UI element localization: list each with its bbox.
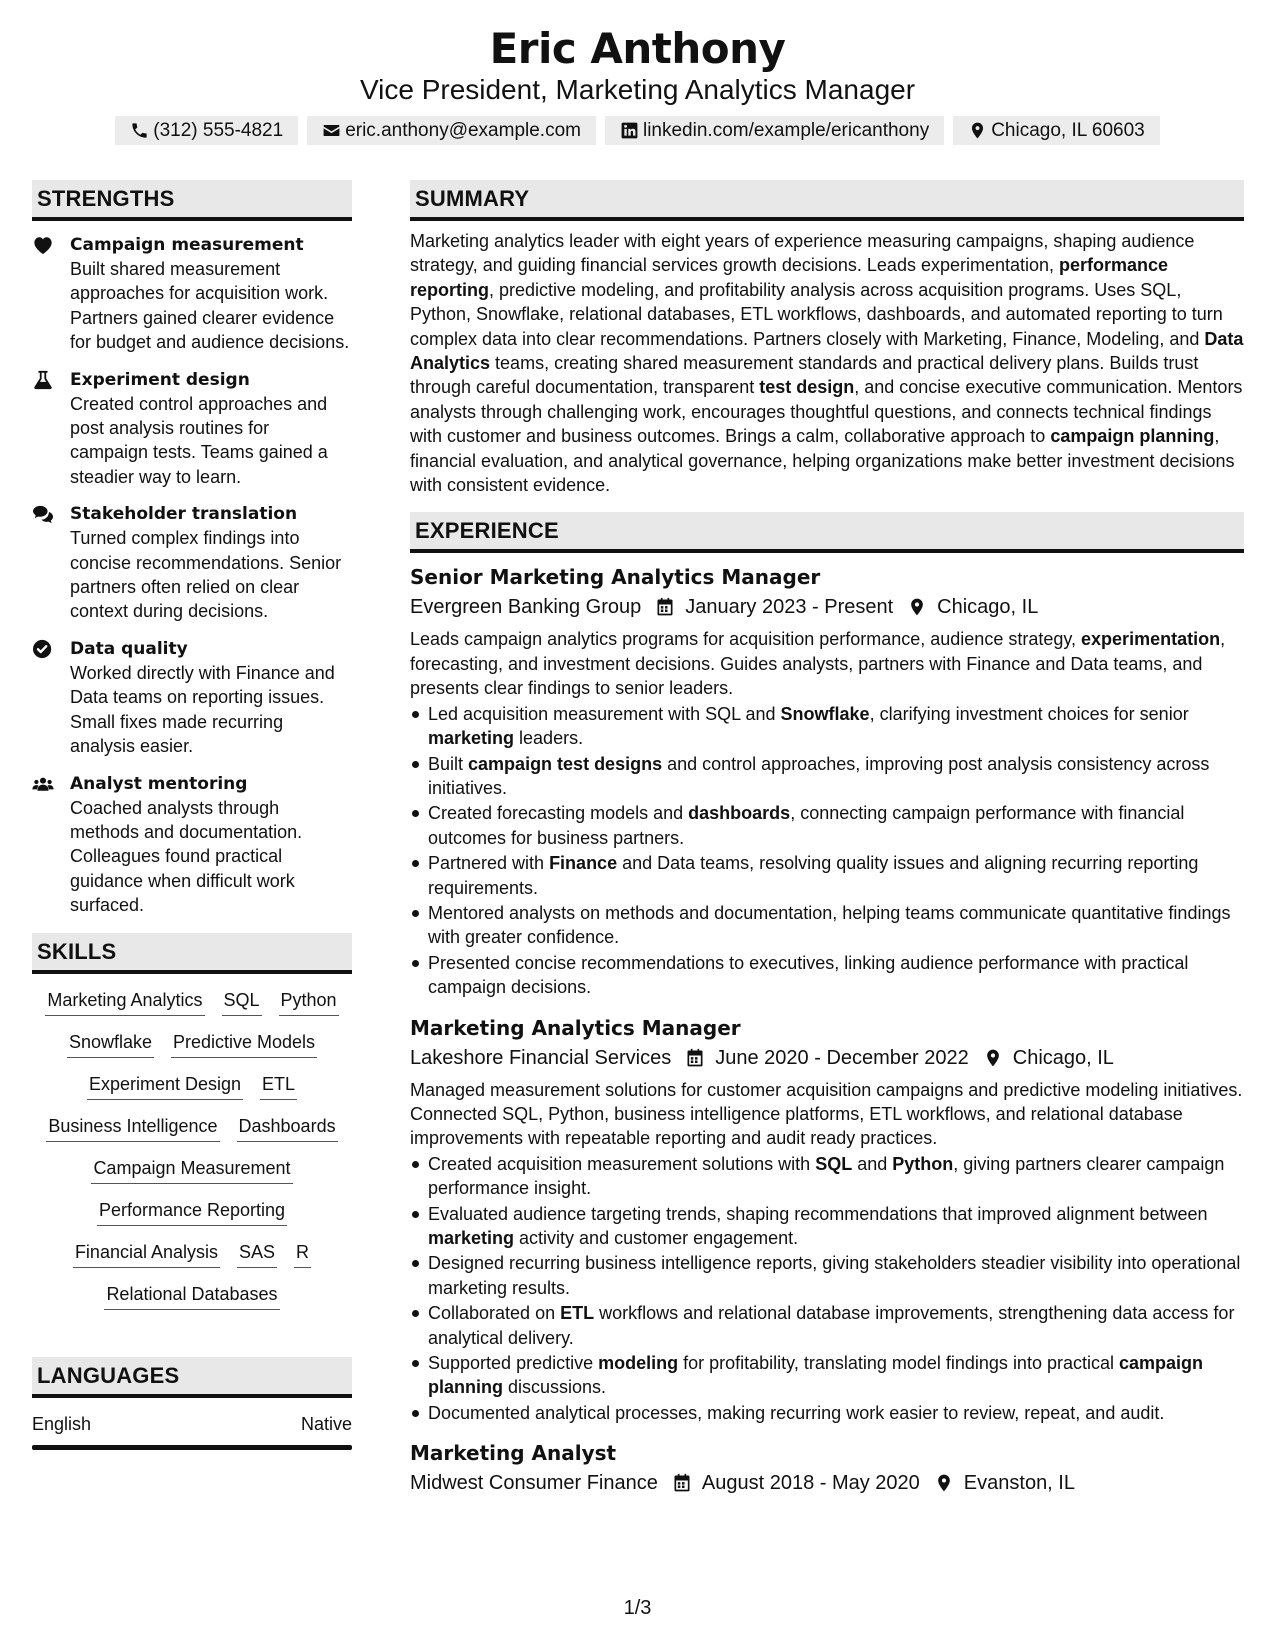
job-entry [410,1014,1244,1426]
job-description [410,627,1244,700]
strength-title: Stakeholder translation [70,504,298,525]
strengths-heading: STRENGTHS [32,180,352,221]
job-bullet [410,901,1244,950]
skill-tag: Relational Databases [104,1282,279,1310]
strength-description: Worked directly with Finance and Data teams on reporting issues. Small fixes made recurring analysis easier. [70,662,335,757]
job-description-segment: Leads campaign analytics programs for acquisition performance, audience strategy, [410,629,1082,650]
summary-keyword: Data Analytics [410,328,1244,374]
bullet-keyword: campaign test designs [468,753,663,774]
skills-list [32,988,352,1310]
job-title: Marketing Analytics Manager [410,1015,741,1040]
contact-email-text: eric.anthony@example.com [345,120,581,141]
skill-tag: Dashboards [237,1114,338,1142]
contact-phone-text: (312) 555-4821 [153,120,284,141]
job-title: Senior Marketing Analytics Manager [410,565,821,590]
contact-bar [0,116,1275,145]
job-entry [410,563,1244,999]
contact-linkedin-text: linkedin.com/example/ericanthony [642,120,930,141]
location-pin-icon [907,597,927,617]
summary-segment: , and concise executive communication. Mentors analysts through challenging work, encourages thoughtful questions, and connects technical findings with customer and business outcomes. Brings a calm, collaborative approach to [410,377,1243,447]
job-meta [410,1044,1244,1072]
bullet-segment: and control approaches, improving post analysis consistency across initiatives. [428,753,1210,798]
job-location: Evanston, IL [963,1472,1075,1495]
page-number: 1/3 [623,1597,652,1619]
bullet-segment: leaders. [514,728,584,749]
candidate-name: Eric Anthony [489,24,786,73]
job-meta [410,1469,1244,1497]
bullet-segment: discussions. [503,1377,607,1398]
bullet-segment: Created acquisition measurement solutions with [428,1153,816,1174]
check-circle-icon [32,639,54,659]
job-entry [410,1439,1244,1497]
bullet-segment: workflows and relational database improvements, strengthening data access for analytical delivery. [428,1303,1235,1348]
language-proficiency-bar [32,1445,352,1450]
bullet-segment: activity and customer engagement. [514,1228,799,1248]
job-bullet [410,752,1244,801]
strength-description: Coached analysts through methods and documentation. Colleagues found practical guidance when difficult work surfaced. [70,797,303,916]
job-bullet [410,1202,1244,1251]
job-description-keyword: experimentation [1081,629,1221,650]
bullet-segment: Created forecasting models and [428,803,689,824]
bullet-segment: for profitability, translating model findings into practical [678,1353,1119,1374]
job-dates: January 2023 - Present [685,596,894,619]
strength-description: Built shared measurement approaches for acquisition work. Partners gained clearer evidence for budget and audience decisions. [70,259,350,353]
experience-heading: EXPERIENCE [410,512,1244,553]
strength-item [32,368,352,490]
job-company: Lakeshore Financial Services [410,1046,672,1069]
summary-segment: , financial evaluation, and analytical governance, helping organizations make better investment decisions with consistent evidence. [410,426,1235,496]
summary-keyword: test design [759,377,855,398]
languages-heading: LANGUAGES [32,1357,352,1398]
skill-tag: Marketing Analytics [45,988,204,1016]
bullet-keyword: dashboards [688,803,791,824]
skill-tag: Experiment Design [87,1072,243,1100]
calendar-icon [655,597,675,617]
job-description [410,1078,1244,1151]
bullet-segment: Partnered with [428,853,550,874]
users-icon [32,774,54,794]
bullet-keyword: Python [892,1153,954,1174]
candidate-title: Vice President, Marketing Analytics Manager [359,74,916,105]
calendar-icon [672,1473,692,1493]
bullet-keyword: ETL [560,1303,595,1324]
bullet-segment: Collaborated on [428,1303,561,1324]
summary-segment: teams, creating shared measurement standards and practical delivery plans. Builds trust through careful documentation, transparent [410,353,1199,398]
skill-tag: SQL [222,988,262,1016]
bullet-keyword: marketing [428,728,515,749]
job-bullet [410,702,1244,751]
skill-tag: SAS [237,1240,277,1268]
job-title: Marketing Analyst [410,1441,617,1466]
location-pin-icon [934,1473,954,1493]
job-description-segment: Managed measurement solutions for customer acquisition campaigns and predictive modeling initiatives. Connected SQL, Python, business intelligence platforms, ETL workflows, and relational database improvements with repeatable reporting and audit ready practices. [410,1079,1243,1149]
job-dates: June 2020 - December 2022 [715,1046,969,1069]
bullet-keyword: marketing [428,1228,515,1248]
bullet-segment: , connecting campaign performance with financial outcomes for business partners. [428,803,1185,848]
skill-tag: Performance Reporting [97,1198,287,1226]
job-company: Midwest Consumer Finance [410,1472,658,1495]
contact-location-text: Chicago, IL 60603 [991,120,1145,141]
bullet-segment: , clarifying investment choices for senior [869,703,1189,724]
job-company: Evergreen Banking Group [410,596,642,619]
language-row [32,1412,352,1436]
job-bullet [410,1152,1244,1201]
job-location: Chicago, IL [937,596,1039,619]
calendar-icon [685,1048,705,1068]
job-bullet [410,801,1244,850]
strength-item [32,233,352,355]
strength-item [32,637,352,759]
language-level: Native [300,1413,352,1434]
summary-segment: , predictive modeling, and profitability analysis across acquisition programs. Uses SQL, Python, Snowflake, relational databases, ETL workflows, dashboards, and automated reporting to turn complex data into clear recommendations. Partners closely with Marketing, Finance, Modeling, and [410,279,1223,349]
summary-segment: Marketing analytics leader with eight years of experience measuring campaigns, shaping audience strategy, and guiding financial services growth decisions. Leads experimentation, [410,231,1195,276]
strength-item [32,502,352,624]
linkedin-icon [620,121,639,140]
heart-icon [32,235,54,255]
job-bullets [410,1152,1244,1425]
summary-heading: SUMMARY [410,180,1244,221]
envelope-icon [322,121,341,140]
comments-icon [32,504,54,524]
skill-tag: Financial Analysis [73,1240,220,1268]
strength-title: Campaign measurement [70,235,304,255]
bullet-keyword: Finance [549,853,618,874]
bullet-segment: Mentored analysts on methods and documentation, helping teams communicate quantitative findings with greater confidence. [428,902,1231,948]
summary-keyword: campaign planning [1050,426,1215,447]
phone-icon [130,121,149,140]
bullet-segment: and Data teams, resolving quality issues and aligning recurring reporting requirements. [428,853,1199,898]
skill-tag: Python [279,988,339,1016]
left-column [32,180,352,1450]
contact-email[interactable] [307,116,596,145]
location-pin-icon [968,121,987,140]
resume-header [0,22,1275,145]
bullet-segment: Led acquisition measurement with SQL and [428,703,781,724]
location-pin-icon [983,1048,1003,1068]
bullet-segment: and [852,1153,893,1174]
job-description-segment: , forecasting, and investment decisions. Guides analysts, partners with Finance and Data teams, and presents clear findings to senior leaders. [410,629,1226,699]
skill-tag: Snowflake [67,1030,154,1058]
skill-tag: Campaign Measurement [91,1156,292,1184]
job-bullet [410,1251,1244,1300]
skills-heading: SKILLS [32,933,352,974]
bullet-segment: Designed recurring business intelligence reports, giving stakeholders steadier visibility into operational marketing results. [428,1253,1241,1298]
bullet-keyword: Snowflake [780,703,870,724]
summary-text [410,229,1244,497]
job-bullet [410,951,1244,1000]
job-meta [410,593,1244,621]
contact-linkedin[interactable] [605,116,944,145]
summary-keyword: performance reporting [410,255,1169,300]
right-column [410,180,1244,1497]
strength-title: Analyst mentoring [70,773,248,794]
contact-phone [115,116,298,145]
skill-tag: Business Intelligence [46,1114,219,1142]
strength-item [32,772,352,918]
bullet-keyword: campaign planning [428,1353,1204,1398]
contact-location [953,116,1160,145]
job-bullet [410,1401,1244,1425]
strength-description: Created control approaches and post analysis routines for campaign tests. Teams gained a steadier way to learn. [70,393,328,487]
bullet-segment: , giving partners clearer campaign performance insight. [428,1153,1225,1199]
job-bullets [410,702,1244,1000]
strength-title: Data quality [70,638,188,659]
job-bullet [410,1351,1244,1400]
strengths-list [32,233,352,918]
bullet-segment: Documented analytical processes, making recurring work easier to review, repeat, and audit. [428,1402,1165,1423]
flask-icon [32,370,54,390]
bullet-keyword: modeling [598,1353,679,1374]
job-bullet [410,1301,1244,1350]
language-name: English [32,1413,92,1434]
skill-tag: Predictive Models [171,1030,317,1058]
bullet-segment: Presented concise recommendations to executives, linking audience performance with practical campaign decisions. [428,952,1189,998]
strength-title: Experiment design [70,369,250,390]
bullet-segment: Supported predictive [428,1353,599,1374]
skill-tag: ETL [260,1072,297,1100]
bullet-segment: Evaluated audience targeting trends, shaping recommendations that improved alignment between [428,1203,1208,1224]
strength-description: Turned complex findings into concise recommendations. Senior partners often relied on clear context during decisions. [70,528,342,622]
job-location: Chicago, IL [1012,1046,1114,1069]
job-dates: August 2018 - May 2020 [701,1472,920,1495]
bullet-segment: Built [428,753,469,774]
job-bullet [410,851,1244,900]
skill-tag: R [294,1240,311,1268]
bullet-keyword: SQL [815,1153,853,1174]
